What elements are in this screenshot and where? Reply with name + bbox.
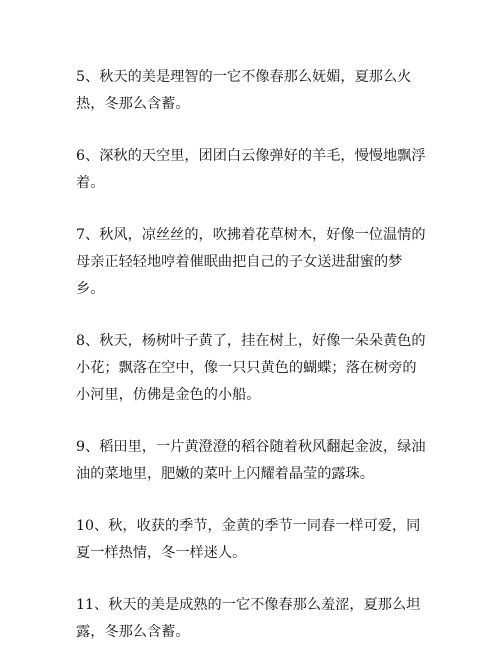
paragraph-11: 11、秋天的美是成熟的一它不像春那么羞涩，夏那么坦露，冬那么含蓄。 — [76, 597, 421, 640]
paragraph-7: 7、秋风，凉丝丝的，吹拂着花草树木，好像一位温情的母亲正轻轻地哼着催眠曲把自己的子女送进甜蜜的梦乡。 — [76, 227, 426, 297]
paragraph-8: 8、秋天，杨树叶子黄了，挂在树上，好像一朵朵黄色的小花；飘落在空中，像一只只黄色的蝴蝶；落在树旁的小河里，仿佛是金色的小船。 — [76, 333, 426, 403]
document-body — [76, 64, 426, 671]
paragraph-5: 5、秋天的美是理智的一它不像春那么妩媚，夏那么火热，冬那么含蓄。 — [76, 69, 412, 112]
paragraph-6: 6、深秋的天空里，团团白云像弹好的羊毛，慢慢地飘浮着。 — [76, 148, 426, 191]
paragraph-9: 9、稻田里，一片黄澄澄的稻谷随着秋风翻起金波，绿油油的菜地里，肥嫩的菜叶上闪耀着晶莹的露珠。 — [76, 439, 426, 482]
paragraph-10: 10、秋，收获的季节，金黄的季节一同春一样可爱，同夏一样热情，冬一样迷人。 — [76, 518, 421, 561]
